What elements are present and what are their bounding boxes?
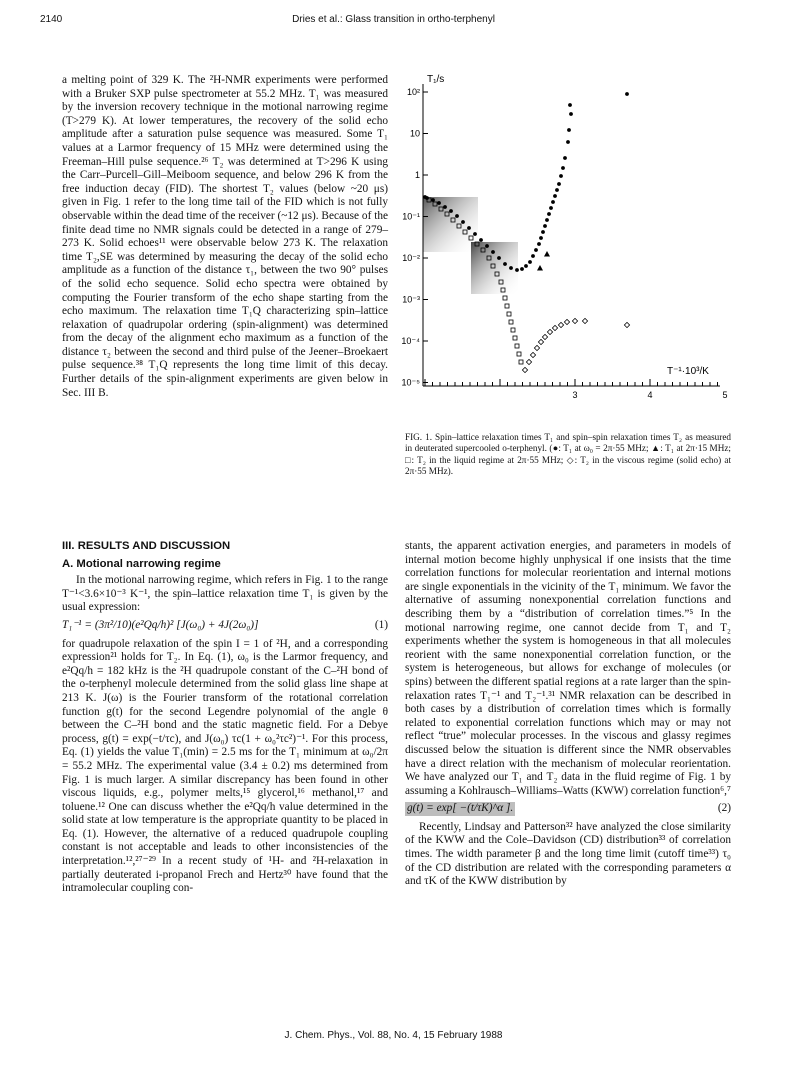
filled-circle-marker <box>485 244 489 248</box>
page-footer: J. Chem. Phys., Vol. 88, No. 4, 15 February 1988 <box>284 1030 503 1041</box>
filled-circle-marker <box>473 232 477 236</box>
equation-2 <box>405 802 731 816</box>
filled-circle-marker <box>561 166 565 170</box>
filled-circle-marker <box>566 140 570 144</box>
equation-1-number: (1) <box>374 618 388 631</box>
equation-2-number: (2) <box>717 802 731 815</box>
filled-circle-marker <box>431 198 435 202</box>
paragraph-3: stants, the apparent activation energies, and parameters in models of internal motion become highly unphysical if one insists that the time correlation functions for molecular reorientation and internal motions are single exponentials in the vicinity of the T₁ minimum. We favor the alternative of assuming nonexponential correlation functions and describing them by a “distribution of correlation times.”⁵ In the motional narrowing regime, one cannot decide from T₁ and T₂ experiments whether the system is homogeneous in that all molecules reorient with the same nonexponential correlation function, or the system is heterogeneous, but allows for exchange of molecules (or spins) between the different spatial regions at a rate larger than the spin-relaxation rates T₁⁻¹ and T₂⁻¹.³¹ NMR relaxation can be described in both cases by a distribution of correlation times which is formally related to exponential correlation functions which may or may not reflect “true” molecular processes. In the viscous and glassy regimes discussed below the situation is different since the NMR observables have a direct relation with the mechanism of molecular reorientation. We have analyzed our T₁ and T₂ data in the fluid regime of Fig. 1 by assuming a Kohlrausch–Williams–Watts (KWW) correlation function⁶,⁷ <box>405 540 731 797</box>
y-tick-label: 10⁻⁴ <box>401 336 420 346</box>
filled-circle-marker <box>509 266 513 270</box>
intro-column <box>62 74 388 400</box>
open-diamond-marker <box>542 334 547 339</box>
filled-circle-marker <box>539 236 543 240</box>
filled-circle-marker <box>547 212 551 216</box>
x-tick-label: 3 <box>572 390 578 400</box>
paragraph-2: for quadrupole relaxation of the spin I = 1 of ²H, and a corresponding expression²¹ holds for T₂. In Eq. (1), ω₀ is the Larmor frequency, and e²Qq/h = 182 kHz is the ²H quadrupole constant of the C–²H bond of the o-terphenyl molecule determined from the solid glass line shape at 213 K. J(ω) is the Fourier transform of the rotational correlation function g(t) for the second Legendre polynomial of the angle θ between the C–²H bond and the static magnetic field. For a Debye process, g(t) = exp(−t/τc), and J(ω₀) τc(1 + ω₀²τc²)⁻¹. For this process, Eq. (1) yields the value T₁(min) = 2.5 ms for the T₁ minimum at ω₀/2π = 55.2 MHz. The experimental value (3.4 ± 0.2) ms determined from Fig. 1 is much larger. A similar discrepancy has been found in other viscous liquids, e.g., polymer melts,¹⁵ glycerol,¹⁶ methanol,¹⁷ and toluene.¹² One can discuss whether the e²Qq/h value determined in the solid state at low temperature is the appropriate quantity to be placed in Eq. (1). However, the alternative of a reduced quadrupole coupling constant is not acceptable and leads to other inconsistencies of the interpretation.¹²,²⁷⁻²⁹ In a recent study of ¹H- and ²H-relaxation in partially deuterated i-propanol Frech and Hertz³⁰ have found that the intramolecular coupling con- <box>62 637 388 895</box>
open-square-marker <box>511 328 515 332</box>
x-tick-label: 4 <box>647 390 653 400</box>
filled-circle-marker <box>553 194 557 198</box>
relaxation-figure <box>395 72 735 412</box>
filled-triangle-marker <box>544 251 550 257</box>
filled-circle-marker <box>537 242 541 246</box>
filled-circle-marker <box>568 103 572 107</box>
running-header <box>40 14 747 30</box>
filled-circle-marker <box>569 112 573 116</box>
filled-circle-marker <box>528 260 532 264</box>
filled-circle-marker <box>524 264 528 268</box>
filled-circle-marker <box>557 182 561 186</box>
filled-circle-marker <box>491 250 495 254</box>
filled-circle-marker <box>625 92 629 96</box>
page-number: 2140 <box>40 14 63 25</box>
open-diamond-marker <box>624 322 629 327</box>
filled-circle-marker <box>515 268 519 272</box>
open-square-marker <box>515 344 519 348</box>
running-title: Dries et al.: Glass transition in ortho-terphenyl <box>292 14 495 25</box>
open-diamond-marker <box>538 339 543 344</box>
filled-circle-marker <box>543 224 547 228</box>
equation-2-body: g(t) = exp[ −(t/τK)^α ]. <box>407 802 514 815</box>
open-diamond-marker <box>582 318 587 323</box>
y-tick-label: 10 <box>409 128 420 139</box>
filled-circle-marker <box>461 220 465 224</box>
paragraph-1: In the motional narrowing regime, which refers in Fig. 1 to the range T⁻¹<3.6×10⁻³ K⁻¹, the spin–lattice relaxation time T₁ is given by the usual expression: <box>62 574 388 614</box>
open-square-marker <box>505 304 509 308</box>
filled-circle-marker <box>437 201 441 205</box>
filled-circle-marker <box>531 254 535 258</box>
filled-circle-marker <box>555 188 559 192</box>
paragraph-4: Recently, Lindsay and Patterson³² have analyzed the close similarity of the KWW and the Cole–Davidson (CD) distribution³³ of correlation times. The width parameter β and the long time limit (cutoff time³³) τ₀ of the CD distribution are related with the corresponding parameters α and τK of the KWW distribution by <box>405 820 731 888</box>
filled-circle-marker <box>479 238 483 242</box>
filled-circle-marker <box>567 128 571 132</box>
x-axis-label: T⁻¹·10³/K <box>667 366 709 377</box>
filled-circle-marker <box>467 226 471 230</box>
section-heading: III. RESULTS AND DISCUSSION <box>62 540 231 552</box>
open-diamond-marker <box>530 352 535 357</box>
results-column-left <box>62 540 388 896</box>
open-diamond-marker <box>522 367 527 372</box>
x-tick-label: 5 <box>722 390 728 400</box>
open-square-marker <box>519 360 523 364</box>
open-square-marker <box>509 320 513 324</box>
open-square-marker <box>503 296 507 300</box>
y-tick-label: 10⁻¹ <box>402 211 420 222</box>
y-tick-label: 10⁻³ <box>402 294 420 305</box>
open-square-marker <box>517 352 521 356</box>
open-diamond-marker <box>572 318 577 323</box>
filled-circle-marker <box>443 205 447 209</box>
equation-1-body: T₁⁻¹ = (3π²/10)(e²Qq/h)² [J(ω₀) + 4J(2ω₀)] <box>62 618 259 631</box>
filled-circle-marker <box>563 156 567 160</box>
filled-circle-marker <box>551 200 555 204</box>
equation-1 <box>62 619 388 633</box>
filled-circle-marker <box>503 262 507 266</box>
y-tick-label: 10² <box>406 87 420 97</box>
open-diamond-marker <box>552 325 557 330</box>
filled-circle-marker <box>545 218 549 222</box>
open-diamond-marker <box>564 319 569 324</box>
open-diamond-marker <box>558 322 563 327</box>
filled-circle-marker <box>423 195 427 199</box>
y-tick-label: 10⁻² <box>402 253 420 263</box>
shade-region-1 <box>423 197 478 252</box>
open-diamond-marker <box>547 329 552 334</box>
open-diamond-marker <box>526 359 531 364</box>
y-tick-label: 1 <box>414 170 420 180</box>
open-diamond-marker <box>534 345 539 350</box>
results-column-right <box>405 540 731 889</box>
open-square-marker <box>507 312 511 316</box>
filled-circle-marker <box>549 206 553 210</box>
filled-circle-marker <box>520 267 524 271</box>
open-square-marker <box>513 336 517 340</box>
filled-circle-marker <box>497 256 501 260</box>
y-tick-label: 10⁻⁵ <box>401 377 420 388</box>
filled-circle-marker <box>455 214 459 218</box>
y-axis-label: T₁/s <box>427 74 445 85</box>
filled-circle-marker <box>534 248 538 252</box>
figure-caption: FIG. 1. Spin–lattice relaxation times T₁ and spin–spin relaxation times T₂ as measured in deuterated supercooled o-terphenyl. (●: T₁ at ω₀ = 2π·55 MHz; ▲: T₁ at 2π·15 MHz; □: T₂ in the liquid regime at 2π·55 MHz; ◇: T₂ in the viscous regime (solid echo) at 2π·55 MHz). <box>405 432 731 477</box>
filled-triangle-marker <box>537 265 543 271</box>
intro-paragraph: a melting point of 329 K. The ²H-NMR experiments were performed with a Bruker SXP pulse spectrometer at 55.2 MHz. T₁ was measured by the inversion recovery technique in the motional narrowing regime (T>279 K). At lower temperatures, the recovery of the solid echo amplitude after a saturation pulse sequence was measured. Some T₁ values at a Larmor frequency of 15 MHz were determined using the Freeman–Hill pulse sequence.²⁶ T₂ was determined at T>296 K using the Carr–Purcell–Gill–Meiboom sequence, and below 296 K from the free induction decay (FID). The shortest T₂ values (below ~20 μs) given in Fig. 1 refer to the long time tail of the FID which is not fully observable within the dead time of the receiver (~12 μs). Because of the finite dead time no NMR signals could be detected in a range of 279–273 K. Solid echoes¹¹ were observable below 273 K. The relaxation time T₂,SE was determined by measuring the decay of the solid echo amplitude as a function of the distance τ₁, between the two 90° pulses of the solid echo sequence. Solid echo spectra were obtained by computing the Fourier transform of the echo shape starting from the echo maximum. The relaxation time T₁Q characterizing spin–lattice relaxation of quadrupolar ordering (spin-alignment) was determined from the decay of the alignment echo maximum as a function of the distance τ₂ between the second and third pulse of the Jeener–Broekaert pulse sequence.³⁸ T₁Q represents the long time limit of this decay. Further details of the spin-alignment experiments are given below in Sec. III B. <box>62 74 388 399</box>
x-ticks <box>425 379 728 400</box>
filled-circle-marker <box>559 174 563 178</box>
filled-circle-marker <box>541 230 545 234</box>
subsection-heading: A. Motional narrowing regime <box>62 557 221 570</box>
filled-circle-marker <box>449 209 453 213</box>
